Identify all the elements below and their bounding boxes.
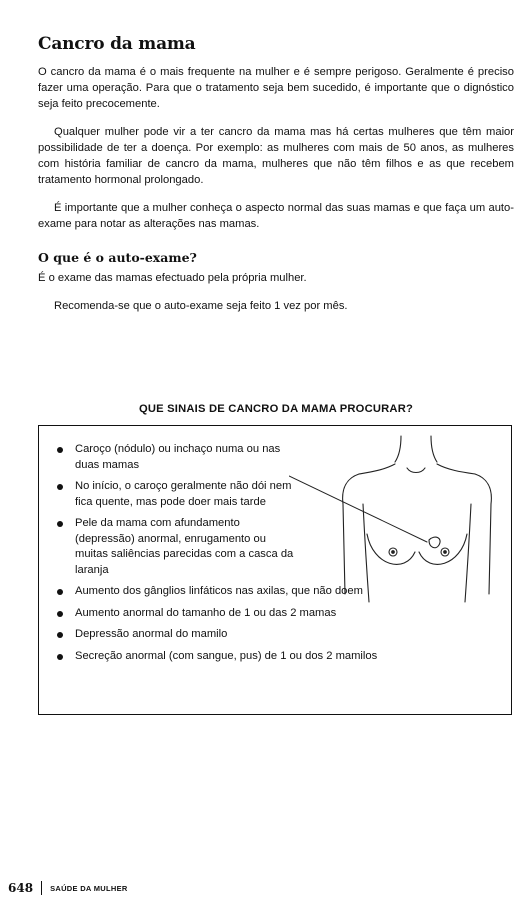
bullet-icon [57, 654, 63, 660]
box-title: QUE SINAIS DE CANCRO DA MAMA PROCURAR? [138, 403, 414, 415]
section-paragraph-2: Recomenda-se que o auto-exame seja feito 1 vez por mês. [54, 300, 348, 312]
intro-paragraph-1: O cancro da mama é o mais frequente na mulher e é sempre perigoso. Geralmente é preciso fazer uma operação. Para que o tratamento seja bem sucedido, é importante que o dignóstico seja feito precocemente. [38, 66, 514, 110]
list-item: Secreção anormal (com sangue, pus) de 1 ou dos 2 mamilos [55, 649, 495, 665]
page-content [38, 34, 514, 314]
list-item: Caroço (nódulo) ou inchaço numa ou nas duas mamas [55, 442, 300, 473]
footer-divider [41, 881, 42, 895]
list-item: Aumento dos gânglios linfáticos nas axilas, que não doem [55, 584, 495, 600]
bullet-icon [57, 484, 63, 490]
bullet-icon [57, 447, 63, 453]
bullet-icon [57, 632, 63, 638]
intro-paragraph-3: É importante que a mulher conheça o aspecto normal das suas mamas e que faça um auto-exame para notar as alterações nas mamas. [38, 202, 514, 230]
list-item: Aumento anormal do tamanho de 1 ou das 2 mamas [55, 606, 495, 622]
bullet-icon [57, 589, 63, 595]
signs-box [38, 425, 512, 715]
footer-section-name: SAÚDE DA MULHER [50, 883, 128, 893]
page-title: Cancro da mama [38, 34, 196, 54]
page-footer [8, 881, 128, 895]
list-item: No início, o caroço geralmente não dói nem fica quente, mas pode doer mais tarde [55, 479, 300, 510]
page-number: 648 [8, 881, 34, 895]
bullet-icon [57, 521, 63, 527]
list-item: Pele da mama com afundamento (depressão) anormal, enrugamento ou muitas saliências parecidas com a casca da laranja [55, 516, 300, 578]
signs-list [55, 442, 495, 670]
bullet-icon [57, 611, 63, 617]
section-heading: O que é o auto-exame? [38, 250, 197, 265]
section-paragraph-1: É o exame das mamas efectuado pela própria mulher. [38, 272, 307, 284]
intro-paragraph-2: Qualquer mulher pode vir a ter cancro da mama mas há certas mulheres que têm maior possibilidade de ter a doença. Por exemplo: as mulheres com mais de 50 anos, as mulheres com história familiar de cancro da mama, mulheres que não têm filhos e as que recebem tratamento hormonal prolongado. [38, 126, 514, 186]
list-item: Depressão anormal do mamilo [55, 627, 495, 643]
